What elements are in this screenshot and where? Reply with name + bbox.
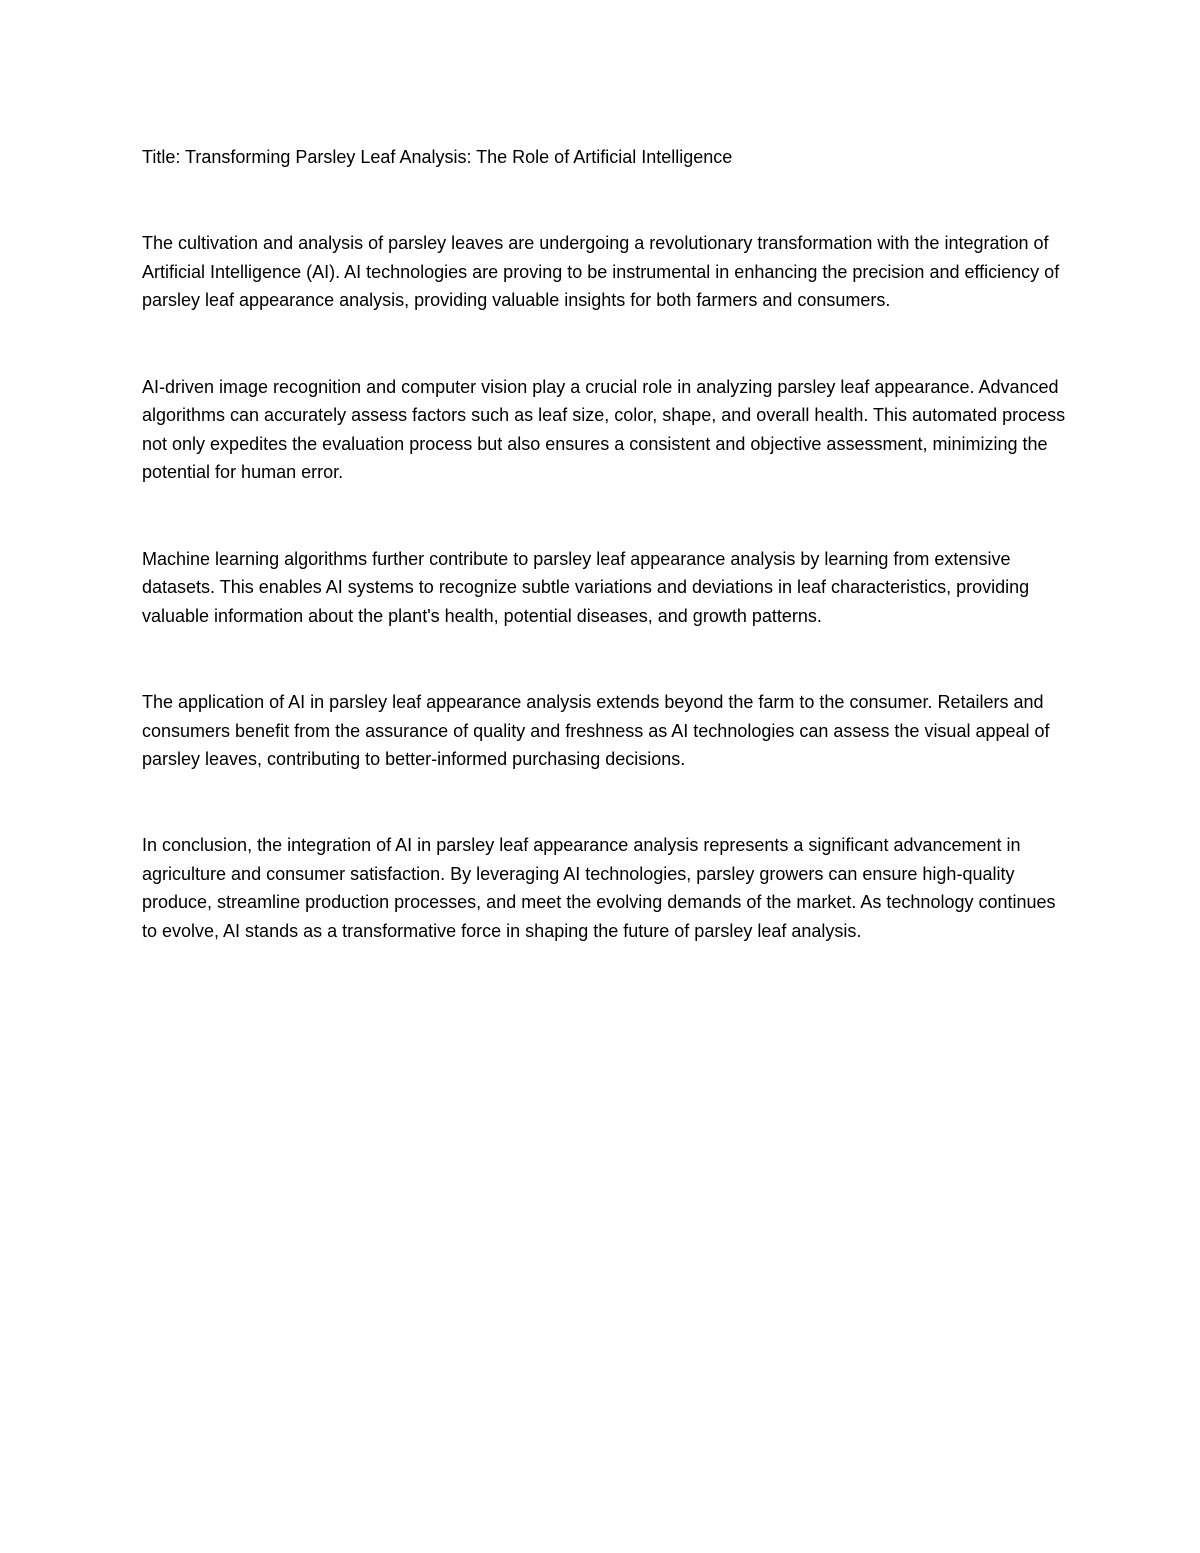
paragraph-conclusion: In conclusion, the integration of AI in parsley leaf appearance analysis represents a significant advancement in agriculture and consumer satisfaction. By leveraging AI technologies, parsley growers can ensure high-quality produce, streamline production processes, and meet the evolving demands of the market. As technology continues to evolve, AI stands as a transformative force in shaping the future of parsley leaf analysis. [142,835,1056,942]
paragraph-image-recognition: AI-driven image recognition and computer vision play a crucial role in analyzing parsley leaf appearance. Advanced algorithms can accurately assess factors such as leaf size, color, shape, and overall health. This automated process not only expedites the evaluation process but also ensures a consistent and objective assessment, minimizing the potential for human error. [142,376,1066,483]
spacer [142,487,1072,545]
spacer [142,315,1072,373]
paragraph-consumer-application: The application of AI in parsley leaf appearance analysis extends beyond the farm to the consumer. Retailers and consumers benefit from the assurance of quality and freshness as AI technologies can assess the visual appeal of parsley leaves, contributing to better-informed purchasing decisions. [142,691,1050,770]
spacer [142,172,1072,230]
document-body [142,143,1072,946]
paragraph-intro: The cultivation and analysis of parsley leaves are undergoing a revolutionary transformation with the integration of Artificial Intelligence (AI). AI technologies are proving to be instrumental in enhancing the precision and efficiency of parsley leaf appearance analysis, providing valuable insights for both farmers and consumers. [142,233,1060,311]
paragraph-machine-learning: Machine learning algorithms further contribute to parsley leaf appearance analysis by learning from extensive datasets. This enables AI systems to recognize subtle variations and deviations in leaf characteristics, providing valuable information about the plant's health, potential diseases, and growth patterns. [142,548,1030,626]
spacer [142,630,1072,688]
document-title: Title: Transforming Parsley Leaf Analysis: The Role of Artificial Intelligence [142,147,733,167]
spacer [142,774,1072,832]
